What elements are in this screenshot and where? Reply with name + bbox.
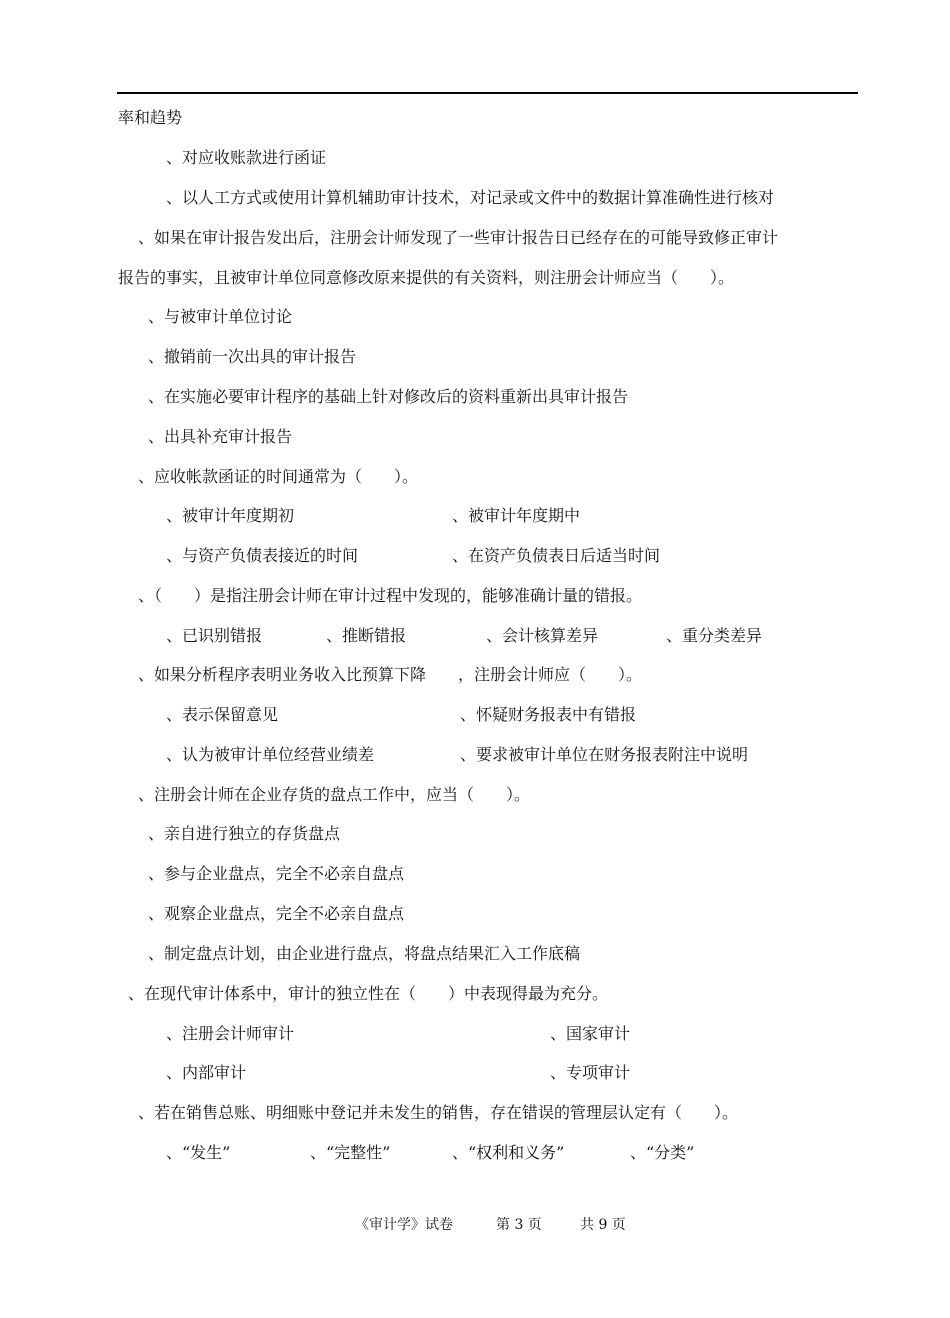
text-line: 率和趋势	[118, 108, 183, 127]
footer-total-pages: 共 9 页	[580, 1217, 626, 1233]
option-b: 、参与企业盘点，完全不必亲自盘点	[148, 864, 405, 883]
option-d: 、制定盘点计划，由企业进行盘点，将盘点结果汇入工作底稿	[148, 944, 581, 963]
option-c: 、观察企业盘点，完全不必亲自盘点	[148, 904, 405, 923]
option-a: 、表示保留意见	[166, 705, 279, 724]
question-stem: 、如果分析程序表明业务收入比预算下降 ，注册会计师应（ ）。	[138, 665, 643, 684]
question-stem: 、应收帐款函证的时间通常为（ ）。	[138, 467, 419, 486]
option-c: 、与资产负债表接近的时间	[166, 546, 359, 565]
option-b: 、撤销前一次出具的审计报告	[148, 347, 357, 366]
option-d: 、重分类差异	[666, 626, 763, 645]
option-b: 、“完整性”	[310, 1143, 391, 1162]
question-stem: 、（ ）是指注册会计师在审计过程中发现的，能够准确计量的错报。	[138, 586, 643, 605]
option-d: 、要求被审计单位在财务报表附注中说明	[460, 745, 749, 764]
option-a: 、与被审计单位讨论	[148, 307, 293, 326]
option-c: 、“权利和义务”	[452, 1143, 565, 1162]
option-a: 、“发生”	[166, 1143, 231, 1162]
question-stem: 、在现代审计体系中，审计的独立性在（ ）中表现得最为充分。	[128, 984, 609, 1003]
option-b: 、国家审计	[550, 1024, 631, 1043]
option-b: 、被审计年度期中	[452, 506, 581, 525]
option-c: 、认为被审计单位经营业绩差	[166, 745, 375, 764]
header-rule	[117, 92, 858, 94]
option-a: 、亲自进行独立的存货盘点	[148, 824, 341, 843]
footer-page-number: 第 3 页	[496, 1217, 542, 1233]
footer-title: 《审计学》试卷	[355, 1217, 453, 1233]
option-d: 、“分类”	[630, 1143, 695, 1162]
question-stem-cont: 报告的事实，且被审计单位同意修改原来提供的有关资料，则注册会计师应当（ ）。	[118, 268, 735, 287]
option-d: 、以人工方式或使用计算机辅助审计技术，对记录或文件中的数据计算准确性进行核对	[166, 188, 775, 207]
option-c: 、内部审计	[166, 1063, 247, 1082]
option-d: 、出具补充审计报告	[148, 427, 293, 446]
option-a: 、对应收账款进行函证	[166, 148, 327, 167]
option-a: 、已识别错报	[166, 626, 263, 645]
question-stem: 、如果在审计报告发出后，注册会计师发现了一些审计报告日已经存在的可能导致修正审计	[138, 228, 779, 247]
question-stem: 、若在销售总账、明细账中登记并未发生的销售，存在错误的管理层认定有（ ）。	[138, 1103, 739, 1122]
option-b: 、怀疑财务报表中有错报	[460, 705, 637, 724]
option-c: 、会计核算差异	[486, 626, 599, 645]
option-d: 、在资产负债表日后适当时间	[452, 546, 661, 565]
option-b: 、推断错报	[326, 626, 407, 645]
question-stem: 、注册会计师在企业存货的盘点工作中，应当（ ）。	[138, 785, 531, 804]
option-a: 、被审计年度期初	[166, 506, 295, 525]
option-d: 、专项审计	[550, 1063, 631, 1082]
option-a: 、注册会计师审计	[166, 1024, 295, 1043]
option-c: 、在实施必要审计程序的基础上针对修改后的资料重新出具审计报告	[148, 387, 629, 406]
